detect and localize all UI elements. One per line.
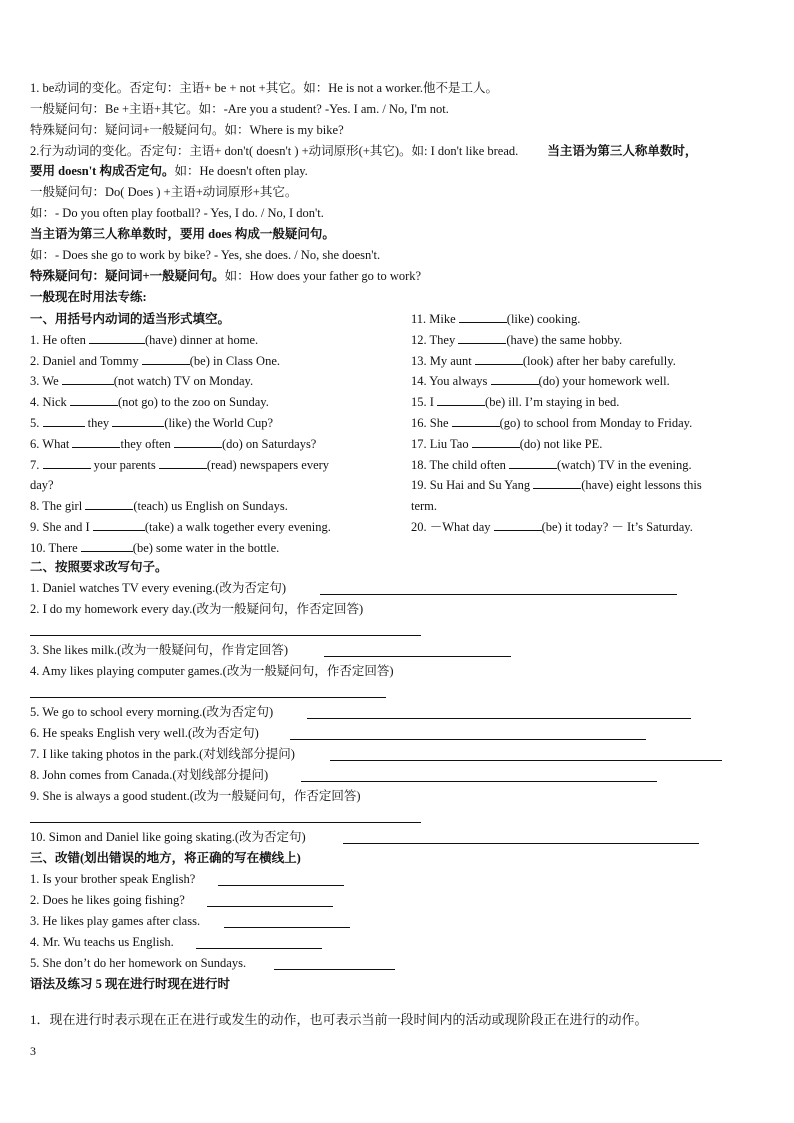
- blank-line[interactable]: [70, 393, 118, 406]
- item-text: 9. She and I: [30, 519, 93, 534]
- exercise-item: [30, 475, 400, 496]
- grammar-line-4-text: 2.行为动词的变化。否定句：主语+ don't( doesn't ) +动词原形(+其它)。如: I don't like bread.: [30, 144, 519, 158]
- exercise-item: [411, 351, 771, 372]
- answer-line[interactable]: [274, 968, 395, 970]
- item-text: 10. There: [30, 540, 81, 555]
- answer-line[interactable]: [207, 905, 333, 907]
- exercise-item: [30, 413, 400, 434]
- rewrite-item-6: 6. He speaks English very well.(改为否定句): [30, 726, 259, 740]
- section1-title: 一、用括号内动词的适当形式填空。: [30, 312, 231, 326]
- exercise-item: [411, 434, 771, 455]
- grammar-line-4-bold: 当主语为第三人称单数时，: [547, 144, 698, 158]
- item-text: 14. You always: [411, 374, 491, 389]
- blank-line[interactable]: [62, 372, 114, 385]
- item-text: 2. Daniel and Tommy: [30, 353, 142, 368]
- blank-line[interactable]: [142, 352, 190, 365]
- exercise-item: [411, 496, 771, 517]
- item-text: 18. The child often: [411, 457, 510, 472]
- exercise-item: [411, 475, 771, 496]
- section5-line1: 1．现在进行时表示现在正在进行或发生的动作，也可表示当前一段时间内的活动或现阶段正在进行的动作。: [30, 1012, 648, 1027]
- correction-item-3: 3. He likes play games after class.: [30, 914, 201, 928]
- blank-line[interactable]: [437, 393, 485, 406]
- section3-title: 三、改错(划出错误的地方，将正确的写在横线上): [30, 851, 301, 865]
- answer-line[interactable]: [196, 947, 322, 949]
- answer-line[interactable]: [218, 884, 344, 886]
- item-text: 19. Su Hai and Su Yang: [411, 478, 534, 493]
- item-text: they often: [120, 436, 174, 451]
- grammar-line-6: 一般疑问句：Do( Does ) +主语+动词原形+其它。: [30, 185, 298, 199]
- item-text: (be) it today? － It’s Saturday.: [541, 519, 693, 534]
- item-text: (do) your homework well.: [538, 374, 670, 389]
- item-text: (be) ill. I’m staying in bed.: [485, 395, 620, 410]
- section1-left-column: [30, 309, 400, 559]
- item-text: they: [84, 415, 113, 430]
- exercise-item: [411, 371, 771, 392]
- correction-item-2: 2. Does he likes going fishing?: [30, 893, 185, 907]
- exercise-item: [411, 413, 771, 434]
- grammar-line-10-bold: 特殊疑问句：疑问词+一般疑问句。: [30, 269, 225, 283]
- blank-line[interactable]: [509, 456, 557, 469]
- exercise-item: [30, 538, 400, 559]
- rewrite-item-9: 9. She is always a good student.(改为一般疑问句，作否定回答): [30, 789, 361, 803]
- blank-line[interactable]: [452, 414, 500, 427]
- exercise-item: [30, 434, 400, 455]
- blank-line[interactable]: [93, 518, 145, 531]
- answer-line[interactable]: [324, 655, 511, 657]
- correction-item-5: 5. She don’t do her homework on Sundays.: [30, 956, 247, 970]
- answer-line[interactable]: [224, 926, 350, 928]
- exercise-item: [30, 330, 400, 351]
- grammar-line-10: [30, 267, 421, 285]
- grammar-line-1: 1. be动词的变化。否定句：主语+ be + not +其它。如：He is not a worker.他不是工人。: [30, 81, 498, 95]
- blank-line[interactable]: [81, 539, 133, 552]
- answer-line[interactable]: [30, 821, 421, 823]
- item-text: (look) after her baby carefully.: [522, 353, 676, 368]
- blank-line[interactable]: [472, 435, 520, 448]
- exercise-item: [411, 455, 771, 476]
- item-text: (not go) to the zoo on Sunday.: [117, 395, 269, 410]
- item-text: 4. Nick: [30, 395, 70, 410]
- blank-line[interactable]: [89, 331, 145, 344]
- rewrite-item-10: 10. Simon and Daniel like going skating.(改为否定句): [30, 830, 306, 844]
- rewrite-item-2: 2. I do my homework every day.(改为一般疑问句，作否定回答): [30, 602, 364, 616]
- item-text: (have) dinner at home.: [145, 332, 259, 347]
- page-number: 3: [30, 1044, 36, 1058]
- exercise-item: [30, 371, 400, 392]
- grammar-line-5-bold: 要用 doesn't 构成否定句。: [30, 164, 175, 178]
- item-text: (take) a walk together every evening.: [144, 519, 331, 534]
- section2-title: 二、按照要求改写句子。: [30, 560, 168, 574]
- blank-line[interactable]: [174, 435, 222, 448]
- practice-heading: 一般现在时用法专练:: [30, 290, 147, 304]
- blank-line[interactable]: [72, 435, 120, 448]
- blank-line[interactable]: [85, 497, 133, 510]
- item-text: (read) newspapers every: [206, 457, 330, 472]
- answer-line[interactable]: [330, 759, 722, 761]
- item-text: 17. Liu Tao: [411, 436, 472, 451]
- item-text: term.: [411, 499, 438, 514]
- item-text: (go) to school from Monday to Friday.: [499, 415, 693, 430]
- grammar-line-4: [30, 142, 697, 160]
- rewrite-item-8: 8. John comes from Canada.(对划线部分提问): [30, 768, 269, 782]
- item-text: 11. Mike: [411, 312, 459, 326]
- exercise-item: [30, 455, 400, 476]
- item-text: (do) not like PE.: [519, 436, 603, 451]
- exercise-item: [30, 351, 400, 372]
- item-text: (be) some water in the bottle.: [132, 540, 280, 555]
- item-text: 6. What: [30, 436, 73, 451]
- blank-line[interactable]: [458, 331, 506, 344]
- rewrite-item-3: 3. She likes milk.(改为一般疑问句，作肯定回答): [30, 643, 288, 657]
- item-text: 15. I: [411, 395, 438, 410]
- item-text: 5.: [30, 415, 43, 430]
- item-text: 16. She: [411, 415, 452, 430]
- blank-line[interactable]: [112, 414, 164, 427]
- grammar-line-10-text: 如：How does your father go to work?: [224, 269, 422, 283]
- blank-line[interactable]: [459, 310, 507, 323]
- grammar-line-7: 如：- Do you often play football? - Yes, I do. / No, I don't.: [30, 206, 324, 220]
- blank-line[interactable]: [491, 372, 539, 385]
- exercise-item: [411, 517, 771, 538]
- grammar-line-5-text: 如：He doesn't often play.: [174, 164, 308, 178]
- item-text: (do) on Saturdays?: [221, 436, 317, 451]
- blank-line[interactable]: [43, 456, 91, 469]
- blank-line[interactable]: [533, 476, 581, 489]
- grammar-line-5: [30, 162, 308, 180]
- item-text: day?: [30, 478, 54, 493]
- blank-line[interactable]: [43, 414, 85, 427]
- item-text: (be) in Class One.: [189, 353, 280, 368]
- grammar-line-2: 一般疑问句：Be +主语+其它。如：-Are you a student? -Yes. I am. / No, I'm not.: [30, 102, 449, 116]
- answer-line[interactable]: [307, 717, 691, 719]
- grammar-line-9: 如：- Does she go to work by bike? - Yes, she does. / No, she doesn't.: [30, 248, 381, 262]
- item-text: 8. The girl: [30, 499, 86, 514]
- item-text: (teach) us English on Sundays.: [133, 499, 288, 514]
- rewrite-item-1: 1. Daniel watches TV every evening.(改为否定句): [30, 581, 287, 595]
- item-text: 12. They: [411, 332, 459, 347]
- answer-line[interactable]: [30, 634, 421, 636]
- item-text: 3. We: [30, 374, 62, 389]
- answer-line[interactable]: [290, 738, 646, 740]
- answer-line[interactable]: [301, 780, 657, 782]
- exercise-item: [411, 330, 771, 351]
- answer-line[interactable]: [30, 696, 386, 698]
- item-text: (like) cooking.: [506, 312, 581, 326]
- rewrite-item-5: 5. We go to school every morning.(改为否定句): [30, 705, 274, 719]
- blank-line[interactable]: [494, 518, 542, 531]
- item-text: 13. My aunt: [411, 353, 475, 368]
- correction-item-1: 1. Is your brother speak English?: [30, 872, 196, 886]
- exercise-item: [30, 496, 400, 517]
- item-text: your parents: [90, 457, 159, 472]
- item-text: 1. He often: [30, 332, 90, 347]
- blank-line[interactable]: [475, 352, 523, 365]
- section1-right-column: [411, 309, 771, 538]
- item-text: 7.: [30, 457, 43, 472]
- rewrite-item-4: 4. Amy likes playing computer games.(改为一般疑问句，作否定回答): [30, 664, 394, 678]
- item-text: (have) the same hobby.: [506, 332, 623, 347]
- exercise-item: [411, 392, 771, 413]
- answer-line[interactable]: [320, 593, 677, 595]
- section5-title: 语法及练习 5 现在进行时现在进行时: [30, 977, 231, 991]
- blank-line[interactable]: [159, 456, 207, 469]
- item-text: (have) eight lessons this: [581, 478, 702, 493]
- exercise-item: [411, 309, 771, 330]
- grammar-line-3: 特殊疑问句：疑问词+一般疑问句。如：Where is my bike?: [30, 123, 344, 137]
- item-text: (not watch) TV on Monday.: [113, 374, 254, 389]
- item-text: (watch) TV in the evening.: [557, 457, 692, 472]
- rewrite-item-7: 7. I like taking photos in the park.(对划线部分提问): [30, 747, 295, 761]
- exercise-item: [30, 517, 400, 538]
- answer-line[interactable]: [343, 842, 699, 844]
- item-text: 20. －What day: [411, 519, 494, 534]
- grammar-line-8: 当主语为第三人称单数时，要用 does 构成一般疑问句。: [30, 227, 335, 241]
- item-text: (like) the World Cup?: [164, 415, 274, 430]
- correction-item-4: 4. Mr. Wu teachs us English.: [30, 935, 174, 949]
- exercise-item: [30, 392, 400, 413]
